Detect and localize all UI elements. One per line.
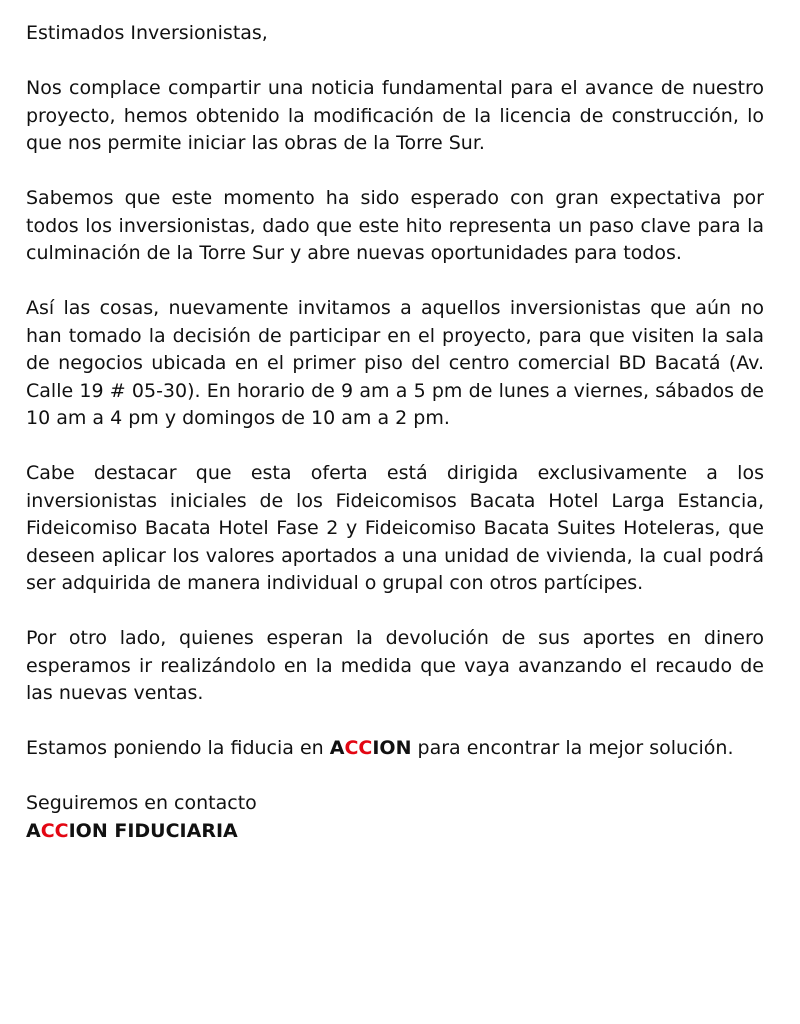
paragraph-sales-room-invitation: Así las cosas, nuevamente invitamos a aquellos inversionistas que aún no han tomado la decisión de participar en el proyecto, para que visiten la sala de negocios ubicada en el primer piso del centro comercial BD Bacatá (Av. Calle 19 # 05-30). En horario de 9 am a 5 pm de lunes a viernes, sábados de 10 am a 4 pm y domingos de 10 am a 2 pm. <box>26 297 764 429</box>
paragraph-construction-license: Nos complace compartir una noticia fundamental para el avance de nuestro proyecto, hemos obtenido la modificación de la licencia de construcción, lo que nos permite iniciar las obras de la Torre Sur. <box>26 77 764 154</box>
paragraph-expectation: Sabemos que este momento ha sido esperado con gran expectativa por todos los inversionistas, dado que este hito representa un paso clave para la culminación de la Torre Sur y abre nuevas oportunidades para todos. <box>26 187 764 264</box>
signature-cc: CC <box>40 819 69 842</box>
slogan-after: para encontrar la mejor solución. <box>411 737 734 759</box>
slogan-before: Estamos poniendo la fiducia en <box>26 737 330 759</box>
paragraph-refunds: Por otro lado, quienes esperan la devolución de sus aportes en dinero esperamos ir realizándolo en la medida que vaya avanzando el recaudo de las nuevas ventas. <box>26 627 764 704</box>
signature-rest: ION FIDUCIARIA <box>68 819 238 842</box>
closing-block <box>26 790 764 845</box>
greeting: Estimados Inversionistas, <box>26 22 268 44</box>
closing-line: Seguiremos en contacto <box>26 792 257 814</box>
slogan-paragraph <box>26 735 764 763</box>
slogan-brand-cc: CC <box>344 737 373 759</box>
paragraph-offer-details: Cabe destacar que esta oferta está dirigida exclusivamente a los inversionistas iniciales de los Fideicomisos Bacata Hotel Larga Estancia, Fideicomiso Bacata Hotel Fase 2 y Fideicomiso Bacata Suites Hoteleras, que deseen aplicar los valores aportados a una unidad de vivienda, la cual podrá ser adquirida de manera individual o grupal con otros partícipes. <box>26 462 764 594</box>
slogan-brand <box>330 737 412 759</box>
letter-body <box>26 20 764 845</box>
slogan-brand-ion: ION <box>372 737 412 759</box>
signature-a: A <box>26 819 41 842</box>
slogan-brand-a: A <box>329 737 345 759</box>
signature <box>26 818 764 846</box>
